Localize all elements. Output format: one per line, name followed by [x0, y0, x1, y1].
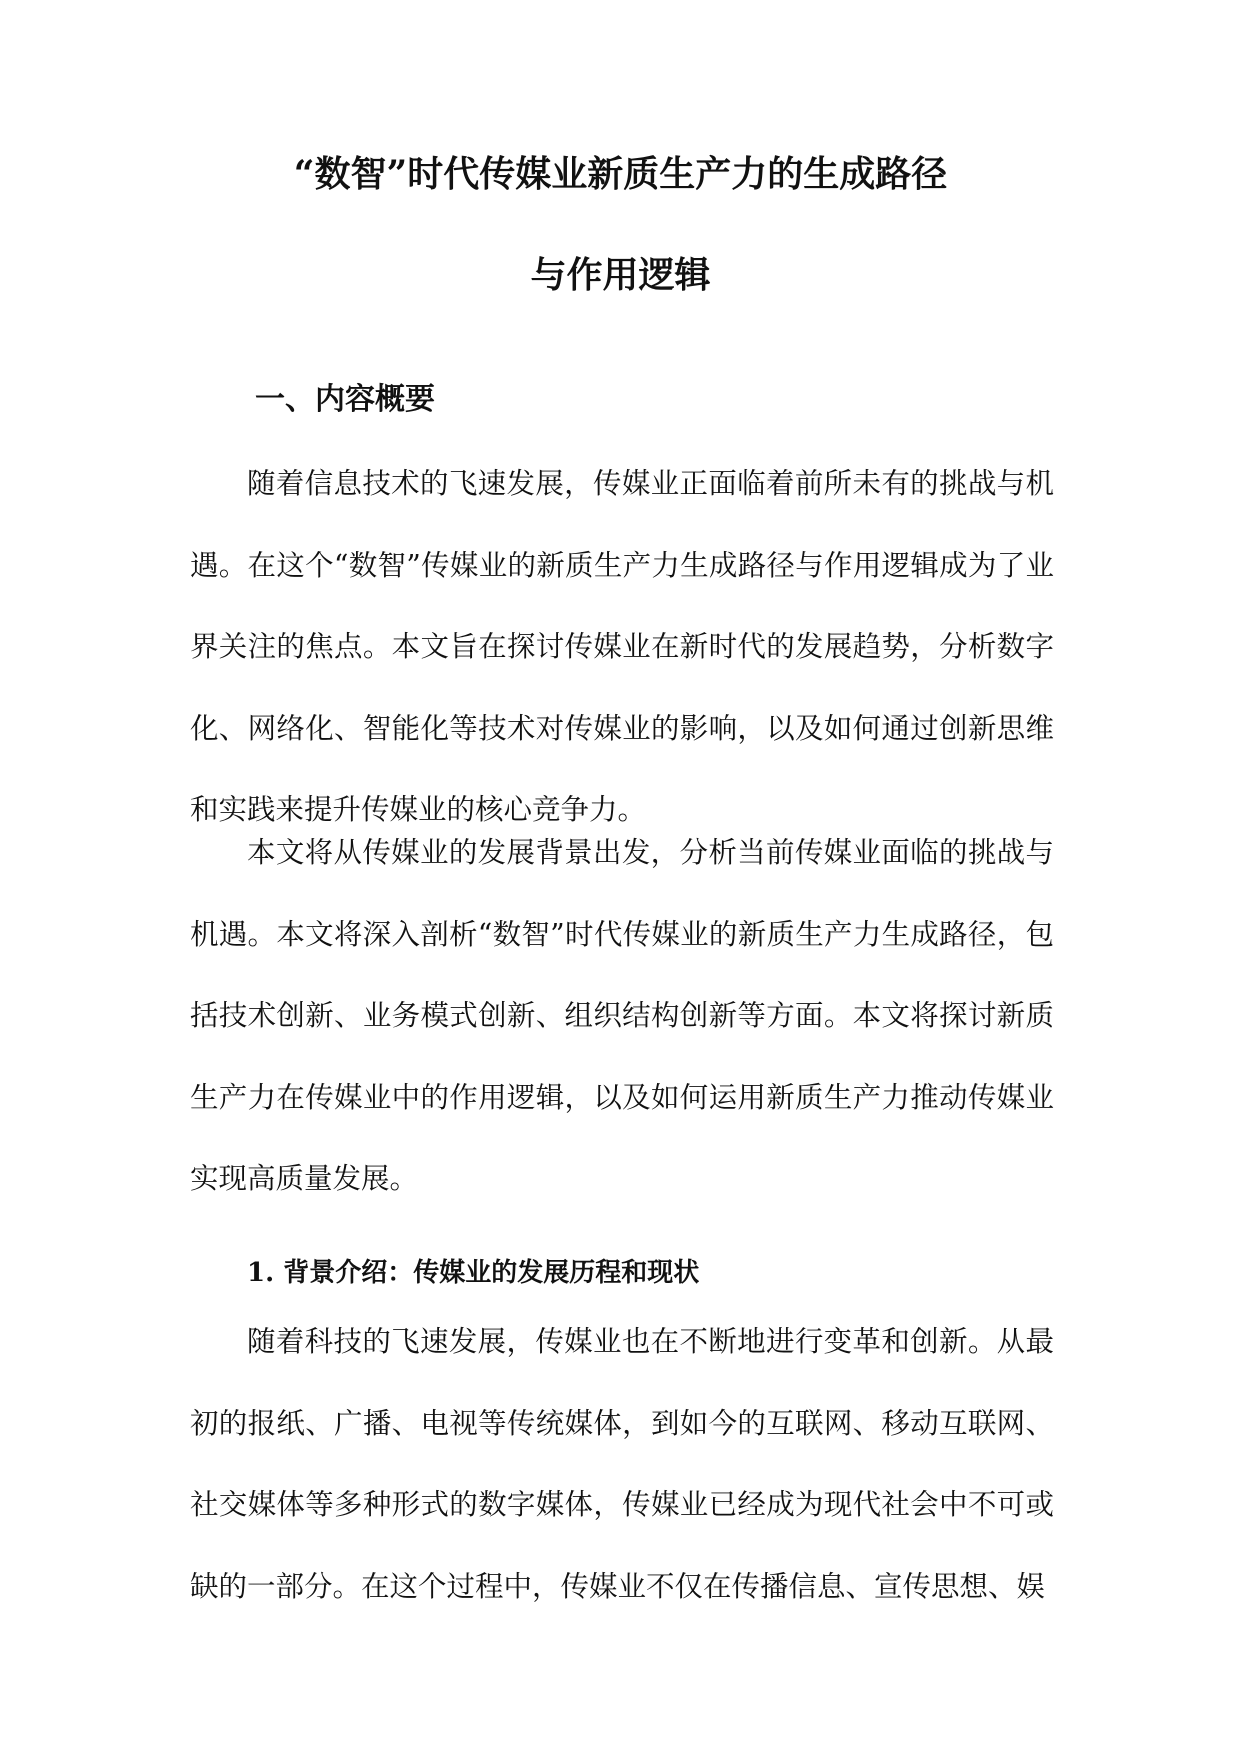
paragraph: 随着科技的飞速发展，传媒业也在不断地进行变革和创新。从最初的报纸、广播、电视等传统媒体，到如今的互联网、移动互联网、社交媒体等多种形式的数字媒体，传媒业已经成为现代社会中不可或缺的一部分。在这个过程中，传媒业不仅在传播信息、宣传思想、娱 [190, 1325, 1054, 1603]
document-title-line-2: 与作用逻辑 [530, 254, 711, 296]
subsection-heading-background: 1. 背景介绍：传媒业的发展历程和现状 [247, 1258, 700, 1288]
paragraph: 随着信息技术的飞速发展，传媒业正面临着前所未有的挑战与机遇。在这个“数智”传媒业的新质生产力生成路径与作用逻辑成为了业界关注的焦点。本文旨在探讨传媒业在新时代的发展趋势，分析数字化、网络化、智能化等技术对传媒业的影响，以及如何通过创新思维和实践来提升传媒业的核心竞争力。 [190, 467, 1054, 826]
paragraph: 本文将从传媒业的发展背景出发，分析当前传媒业面临的挑战与机遇。本文将深入剖析“数智”时代传媒业的新质生产力生成路径，包括技术创新、业务模式创新、组织结构创新等方面。本文将探讨新质生产力在传媒业中的作用逻辑，以及如何运用新质生产力推动传媒业实现高质量发展。 [190, 836, 1054, 1195]
document-title-line-1: “数智”时代传媒业新质生产力的生成路径 [293, 153, 948, 195]
section-heading-overview: 一、内容概要 [255, 382, 435, 417]
